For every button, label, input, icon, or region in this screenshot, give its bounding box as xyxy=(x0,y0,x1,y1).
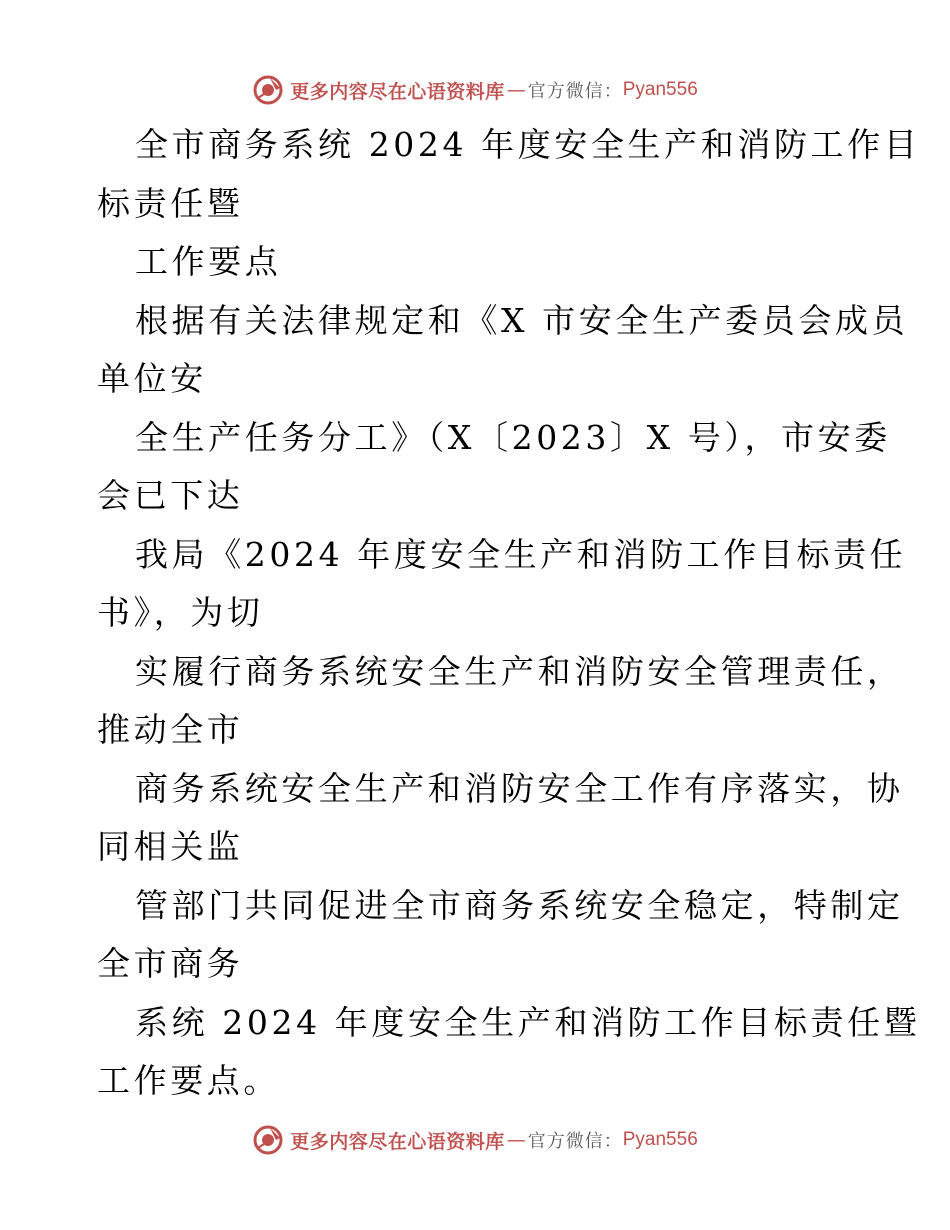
document-body xyxy=(97,116,921,1111)
text-line: 会已下达 xyxy=(97,476,244,515)
text-line: 实履行商务系统安全生产和消防安全管理责任， xyxy=(135,651,904,691)
header-slogan: 更多内容尽在心语资料库 xyxy=(290,80,505,103)
text-line: 全市商务 xyxy=(97,944,244,983)
header-separator: — xyxy=(506,79,526,101)
header-wechat-id: Pyan556 xyxy=(622,79,698,100)
text-line: 同相关监 xyxy=(97,827,244,866)
text-line: 书》，为切 xyxy=(97,593,264,632)
footer-official-label: 官方微信： xyxy=(527,1131,623,1152)
text-line: 全生产任务分工》（X〔2023〕X 号），市安委 xyxy=(135,417,891,457)
text-line: 商务系统安全生产和消防安全工作有序落实，协 xyxy=(135,768,904,808)
brand-logo-icon xyxy=(252,1124,284,1156)
footer-banner xyxy=(0,1120,950,1160)
text-line: 标责任暨 xyxy=(97,183,244,223)
text-line: 管部门共同促进全市商务系统安全稳定，特制定 xyxy=(135,885,904,925)
footer-wechat-id: Pyan556 xyxy=(622,1129,698,1150)
text-line: 工作要点 xyxy=(135,242,282,281)
footer-separator: — xyxy=(506,1129,526,1151)
text-line: 我局《2024 年度安全生产和消防工作目标责任 xyxy=(135,534,907,574)
footer-slogan: 更多内容尽在心语资料库 xyxy=(290,1130,505,1153)
text-line: 全市商务系统 2024 年度安全生产和消防工作目 xyxy=(135,125,921,164)
text-line: 根据有关法律规定和《X 市安全生产委员会成员 xyxy=(135,300,909,340)
text-line: 系统 2024 年度安全生产和消防工作目标责任暨 xyxy=(135,1002,921,1042)
header-official-label: 官方微信： xyxy=(527,81,623,102)
header-banner xyxy=(0,70,950,110)
brand-logo-icon xyxy=(252,74,284,106)
text-line: 推动全市 xyxy=(97,710,244,749)
text-line: 工作要点。 xyxy=(97,1061,280,1100)
text-line: 单位安 xyxy=(97,359,207,398)
